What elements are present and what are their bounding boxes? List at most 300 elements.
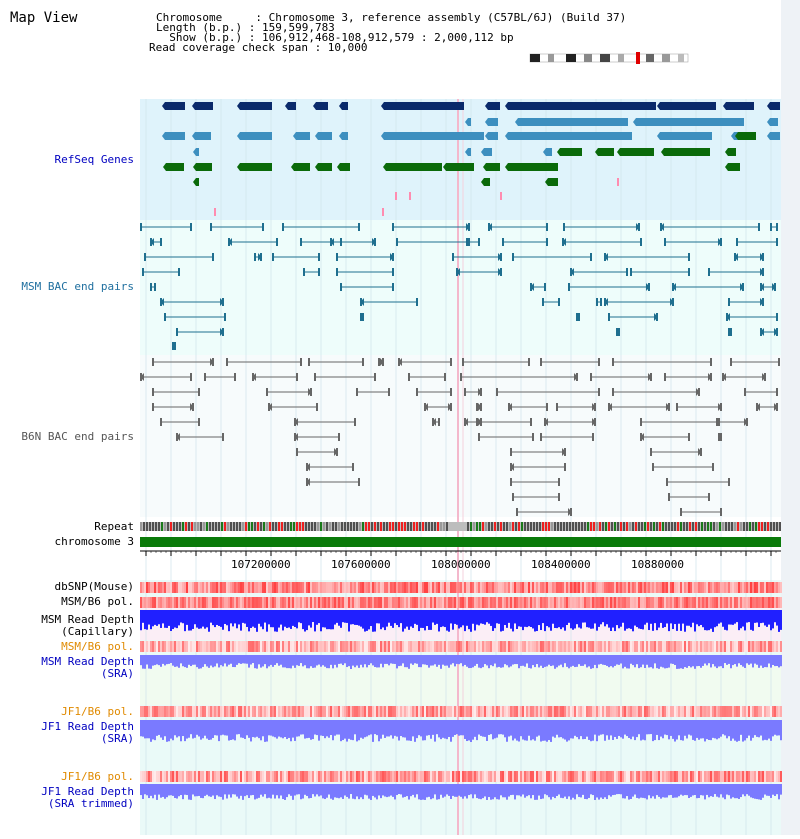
- heat-cell: [514, 582, 516, 593]
- depth-bar: [282, 720, 284, 738]
- heat-cell: [436, 771, 438, 782]
- heat-cell: [336, 597, 338, 608]
- heat-cell: [356, 582, 358, 593]
- depth-bar: [752, 610, 754, 631]
- heat-cell: [398, 706, 400, 717]
- heat-cell: [236, 706, 238, 717]
- msm-capillary-depth-label[interactable]: MSM Read Depth: [41, 613, 134, 626]
- depth-bar: [438, 610, 440, 631]
- gene-block: [384, 132, 484, 140]
- heat-cell: [224, 597, 226, 608]
- repeat-track[interactable]: [140, 522, 781, 531]
- heat-cell: [656, 641, 658, 652]
- heat-cell: [444, 706, 446, 717]
- heat-cell: [552, 582, 554, 593]
- gene-block: [340, 163, 350, 171]
- heat-cell: [446, 597, 448, 608]
- depth-bar: [742, 784, 744, 794]
- bac-pair-end: [776, 388, 778, 396]
- heat-cell: [738, 582, 740, 593]
- axis-tick-label: 108400000: [531, 558, 591, 571]
- depth-bar: [176, 784, 178, 799]
- heat-cell: [326, 641, 328, 652]
- heat-cell: [732, 771, 734, 782]
- heat-cell: [626, 641, 628, 652]
- show-range-info: Show (b.p.) : 106,912,468-108,912,579 : 2,000,112 bp: [156, 31, 514, 44]
- depth-bar: [160, 655, 162, 667]
- heat-cell: [330, 706, 332, 717]
- depth-bar: [550, 610, 552, 631]
- msm-b6-pol-label-2[interactable]: MSM/B6 pol.: [61, 640, 134, 653]
- heat-cell: [718, 597, 720, 608]
- depth-bar: [418, 720, 420, 735]
- heat-cell: [190, 582, 192, 593]
- heat-cell: [178, 641, 180, 652]
- msm-capillary-depth-sublabel[interactable]: (Capillary): [61, 625, 134, 638]
- depth-bar: [442, 720, 444, 738]
- heat-cell: [154, 582, 156, 593]
- depth-bar: [150, 784, 152, 796]
- heat-cell: [228, 582, 230, 593]
- msm-sra-depth-label[interactable]: MSM Read Depth: [41, 655, 134, 668]
- heat-cell: [318, 597, 320, 608]
- heat-cell: [154, 706, 156, 717]
- gene-block: [508, 132, 632, 140]
- heat-cell: [750, 706, 752, 717]
- heat-cell: [430, 597, 432, 608]
- depth-bar: [548, 784, 550, 797]
- heat-cell: [440, 771, 442, 782]
- heat-cell: [344, 597, 346, 608]
- depth-bar: [664, 655, 666, 668]
- depth-bar: [478, 720, 480, 735]
- depth-bar: [522, 784, 524, 794]
- depth-bar: [702, 784, 704, 796]
- depth-bar: [612, 655, 614, 667]
- bac-pair-end: [318, 253, 320, 261]
- heat-cell: [376, 641, 378, 652]
- heat-cell: [358, 641, 360, 652]
- depth-bar: [398, 610, 400, 627]
- bac-pair-end: [568, 283, 570, 291]
- msm-b6-pol-label-1[interactable]: MSM/B6 pol.: [61, 595, 134, 608]
- heat-cell: [330, 771, 332, 782]
- bac-pair-end: [234, 373, 236, 381]
- heat-cell: [142, 597, 144, 608]
- gene-block: [726, 102, 754, 110]
- depth-bar: [334, 610, 336, 625]
- bac-pair-end: [150, 283, 152, 291]
- heat-cell: [722, 582, 724, 593]
- heat-cell: [152, 706, 154, 717]
- gene-block: [770, 102, 780, 110]
- depth-bar: [372, 720, 374, 742]
- depth-bar: [632, 720, 634, 737]
- heat-cell: [378, 641, 380, 652]
- heat-cell: [774, 641, 776, 652]
- depth-bar: [390, 720, 392, 735]
- depth-bar: [710, 655, 712, 667]
- depth-bar: [626, 610, 628, 629]
- chromosome-ideogram[interactable]: [530, 52, 688, 64]
- heat-cell: [488, 641, 490, 652]
- heat-cell: [636, 706, 638, 717]
- depth-bar: [152, 655, 154, 666]
- heat-cell: [496, 706, 498, 717]
- heat-cell: [672, 641, 674, 652]
- depth-bar: [350, 720, 352, 740]
- heat-cell: [638, 641, 640, 652]
- heat-cell: [406, 641, 408, 652]
- repeat-element: [446, 522, 448, 531]
- heat-cell: [458, 771, 460, 782]
- heat-cell: [344, 582, 346, 593]
- heat-cell: [406, 597, 408, 608]
- repeat-element: [728, 522, 730, 531]
- depth-bar: [240, 610, 242, 631]
- depth-bar: [680, 655, 682, 668]
- heat-cell: [274, 771, 276, 782]
- heat-cell: [716, 706, 718, 717]
- heat-cell: [302, 771, 304, 782]
- repeat-track-label[interactable]: Repeat: [94, 520, 134, 533]
- depth-bar: [198, 610, 200, 629]
- gene-block: [484, 148, 492, 156]
- heat-cell: [312, 771, 314, 782]
- depth-bar: [432, 655, 434, 665]
- heat-cell: [586, 582, 588, 593]
- repeat-element: [353, 522, 355, 531]
- depth-bar: [722, 655, 724, 668]
- dbsnp-track-label[interactable]: dbSNP(Mouse): [54, 580, 134, 593]
- depth-bar: [344, 655, 346, 663]
- heat-cell: [190, 597, 192, 608]
- heat-cell: [612, 771, 614, 782]
- heat-cell: [738, 706, 740, 717]
- refseq-track-label[interactable]: RefSeq Genes: [54, 153, 134, 166]
- heat-cell: [592, 641, 594, 652]
- heat-cell: [706, 641, 708, 652]
- heat-cell: [354, 597, 356, 608]
- heat-cell: [192, 771, 194, 782]
- bac-pair-end: [730, 358, 732, 366]
- heat-cell: [220, 641, 222, 652]
- repeat-element: [431, 522, 433, 531]
- depth-bar: [618, 655, 620, 665]
- depth-bar: [398, 784, 400, 794]
- heat-cell: [252, 641, 254, 652]
- depth-bar: [140, 610, 142, 630]
- heat-cell: [276, 771, 278, 782]
- heat-cell: [776, 597, 778, 608]
- heat-cell: [576, 582, 578, 593]
- heat-cell: [676, 641, 678, 652]
- repeat-element: [539, 522, 541, 531]
- heat-cell: [164, 582, 166, 593]
- depth-bar: [218, 784, 220, 797]
- repeat-element: [713, 522, 715, 531]
- heat-cell: [448, 771, 450, 782]
- bac-pair-end: [708, 268, 710, 276]
- heat-cell: [524, 771, 526, 782]
- depth-bar: [218, 610, 220, 626]
- depth-bar: [226, 610, 228, 625]
- depth-bar: [168, 720, 170, 741]
- depth-bar: [274, 720, 276, 737]
- heat-cell: [554, 706, 556, 717]
- heat-cell: [272, 706, 274, 717]
- heat-cell: [388, 597, 390, 608]
- heat-cell: [282, 582, 284, 593]
- depth-bar: [208, 720, 210, 740]
- depth-bar: [372, 610, 374, 632]
- repeat-element: [677, 522, 679, 531]
- heat-cell: [152, 771, 154, 782]
- jf1-b6-pol-label-2[interactable]: JF1/B6 pol.: [61, 770, 134, 783]
- depth-bar: [592, 655, 594, 668]
- heat-cell: [328, 597, 330, 608]
- heat-cell: [682, 597, 684, 608]
- heat-cell: [468, 641, 470, 652]
- depth-bar: [714, 784, 716, 794]
- depth-bar: [580, 720, 582, 736]
- coverage-info: Read coverage check span : 10,000: [149, 41, 368, 54]
- repeat-element: [485, 522, 487, 531]
- heat-cell: [350, 771, 352, 782]
- repeat-element: [497, 522, 499, 531]
- depth-bar: [156, 784, 158, 800]
- heat-cell: [642, 597, 644, 608]
- heat-cell: [662, 706, 664, 717]
- depth-bar: [390, 784, 392, 796]
- bac-pair-end: [204, 373, 206, 381]
- heat-cell: [526, 641, 528, 652]
- depth-bar: [574, 720, 576, 736]
- heat-cell: [296, 582, 298, 593]
- heat-cell: [596, 771, 598, 782]
- depth-bar: [284, 720, 286, 737]
- chromosome-track-label[interactable]: chromosome 3: [54, 535, 134, 548]
- heat-cell: [232, 582, 234, 593]
- depth-bar: [298, 784, 300, 794]
- heat-cell: [758, 641, 760, 652]
- heat-cell: [418, 706, 420, 717]
- depth-bar: [762, 655, 764, 668]
- heat-cell: [520, 706, 522, 717]
- depth-bar: [736, 610, 738, 622]
- depth-bar: [708, 784, 710, 797]
- gene-block: [620, 148, 654, 156]
- heat-cell: [398, 597, 400, 608]
- repeat-element: [701, 522, 703, 531]
- depth-bar: [604, 720, 606, 741]
- heat-cell: [570, 641, 572, 652]
- depth-bar: [630, 784, 632, 799]
- heat-cell: [646, 582, 648, 593]
- heat-cell: [600, 771, 602, 782]
- depth-bar: [714, 655, 716, 666]
- heat-cell: [434, 706, 436, 717]
- heat-cell: [714, 641, 716, 652]
- heat-cell: [226, 641, 228, 652]
- depth-bar: [364, 655, 366, 664]
- depth-bar: [522, 610, 524, 630]
- b6n-bac-track-label[interactable]: B6N BAC end pairs: [21, 430, 134, 443]
- jf1-sra-depth-sublabel[interactable]: (SRA): [100, 732, 134, 745]
- heat-cell: [494, 771, 496, 782]
- depth-bar: [298, 610, 300, 622]
- depth-bar: [552, 655, 554, 665]
- msm-sra-depth-sublabel[interactable]: (SRA): [100, 667, 134, 680]
- heat-cell: [452, 771, 454, 782]
- depth-bar: [584, 720, 586, 739]
- depth-bar: [208, 610, 210, 632]
- msm-bac-track-label[interactable]: MSM BAC end pairs: [21, 280, 134, 293]
- heat-cell: [584, 582, 586, 593]
- heat-cell: [406, 771, 408, 782]
- heat-cell: [462, 582, 464, 593]
- heat-cell: [756, 771, 758, 782]
- jf1-sra-depth-label[interactable]: JF1 Read Depth: [41, 720, 134, 733]
- heat-cell: [370, 706, 372, 717]
- depth-bar: [430, 720, 432, 739]
- depth-bar: [748, 655, 750, 665]
- chromosome-bar[interactable]: [140, 537, 781, 547]
- heat-cell: [766, 641, 768, 652]
- depth-bar: [140, 655, 142, 665]
- depth-bar: [340, 610, 342, 628]
- depth-bar: [694, 784, 696, 795]
- repeat-element: [335, 522, 337, 531]
- heat-cell: [268, 582, 270, 593]
- depth-bar: [600, 720, 602, 735]
- depth-bar: [450, 655, 452, 665]
- heat-cell: [390, 597, 392, 608]
- depth-bar: [778, 720, 780, 735]
- depth-bar: [638, 720, 640, 734]
- heat-cell: [338, 771, 340, 782]
- depth-bar: [410, 784, 412, 796]
- depth-bar: [362, 655, 364, 667]
- heat-cell: [716, 771, 718, 782]
- heat-cell: [266, 706, 268, 717]
- heat-cell: [544, 597, 546, 608]
- heat-cell: [700, 771, 702, 782]
- depth-bar: [726, 720, 728, 738]
- depth-bar: [442, 610, 444, 626]
- depth-bar: [336, 784, 338, 798]
- depth-bar: [508, 610, 510, 623]
- depth-bar: [496, 610, 498, 623]
- heat-cell: [144, 706, 146, 717]
- jf1-trimmed-depth-sublabel[interactable]: (SRA trimmed): [47, 797, 134, 810]
- depth-bar: [662, 610, 664, 628]
- depth-bar: [214, 610, 216, 627]
- depth-bar: [328, 784, 330, 795]
- depth-bar: [218, 720, 220, 741]
- depth-bar: [576, 784, 578, 794]
- depth-bar: [224, 720, 226, 735]
- heat-cell: [542, 641, 544, 652]
- heat-cell: [508, 641, 510, 652]
- jf1-b6-pol-label-1[interactable]: JF1/B6 pol.: [61, 705, 134, 718]
- depth-bar: [564, 655, 566, 663]
- depth-bar: [316, 720, 318, 735]
- heat-cell: [446, 706, 448, 717]
- heat-cell: [708, 597, 710, 608]
- repeat-element: [692, 522, 694, 531]
- gene-block: [386, 163, 442, 171]
- bac-pair-end: [478, 433, 480, 441]
- depth-bar: [352, 784, 354, 799]
- depth-bar: [528, 610, 530, 626]
- heat-cell: [418, 641, 420, 652]
- depth-bar: [672, 655, 674, 664]
- depth-bar: [688, 784, 690, 798]
- depth-bar: [632, 784, 634, 797]
- depth-bar: [490, 610, 492, 626]
- heat-cell: [318, 771, 320, 782]
- heat-cell: [254, 706, 256, 717]
- heat-cell: [312, 582, 314, 593]
- heat-cell: [646, 706, 648, 717]
- depth-bar: [340, 720, 342, 741]
- heat-cell: [474, 771, 476, 782]
- heat-cell: [638, 582, 640, 593]
- heat-cell: [186, 582, 188, 593]
- depth-bar: [594, 610, 596, 623]
- jf1-trimmed-depth-label[interactable]: JF1 Read Depth: [41, 785, 134, 798]
- repeat-element: [272, 522, 274, 531]
- heat-cell: [366, 641, 368, 652]
- repeat-element: [170, 522, 172, 531]
- depth-bar: [172, 720, 174, 740]
- depth-bar: [752, 655, 754, 667]
- heat-cell: [454, 706, 456, 717]
- heat-cell: [644, 582, 646, 593]
- depth-bar: [666, 720, 668, 735]
- heat-cell: [224, 706, 226, 717]
- heat-cell: [384, 641, 386, 652]
- repeat-element: [596, 522, 598, 531]
- repeat-element: [407, 522, 409, 531]
- heat-cell: [528, 771, 530, 782]
- heat-cell: [532, 641, 534, 652]
- heat-cell: [480, 641, 482, 652]
- heat-cell: [338, 582, 340, 593]
- heat-cell: [446, 582, 448, 593]
- depth-bar: [538, 784, 540, 796]
- heat-cell: [704, 641, 706, 652]
- heat-cell: [756, 641, 758, 652]
- depth-bar: [336, 720, 338, 735]
- repeat-element: [650, 522, 652, 531]
- heat-cell: [492, 597, 494, 608]
- heat-cell: [352, 706, 354, 717]
- heat-cell: [694, 641, 696, 652]
- depth-bar: [352, 655, 354, 666]
- heat-cell: [312, 641, 314, 652]
- heat-cell: [470, 582, 472, 593]
- heat-cell: [558, 641, 560, 652]
- heat-cell: [664, 597, 666, 608]
- depth-bar: [476, 610, 478, 625]
- heat-cell: [650, 771, 652, 782]
- heat-cell: [242, 597, 244, 608]
- bac-pair-end: [152, 388, 154, 396]
- depth-bar: [578, 655, 580, 664]
- depth-bar: [614, 720, 616, 737]
